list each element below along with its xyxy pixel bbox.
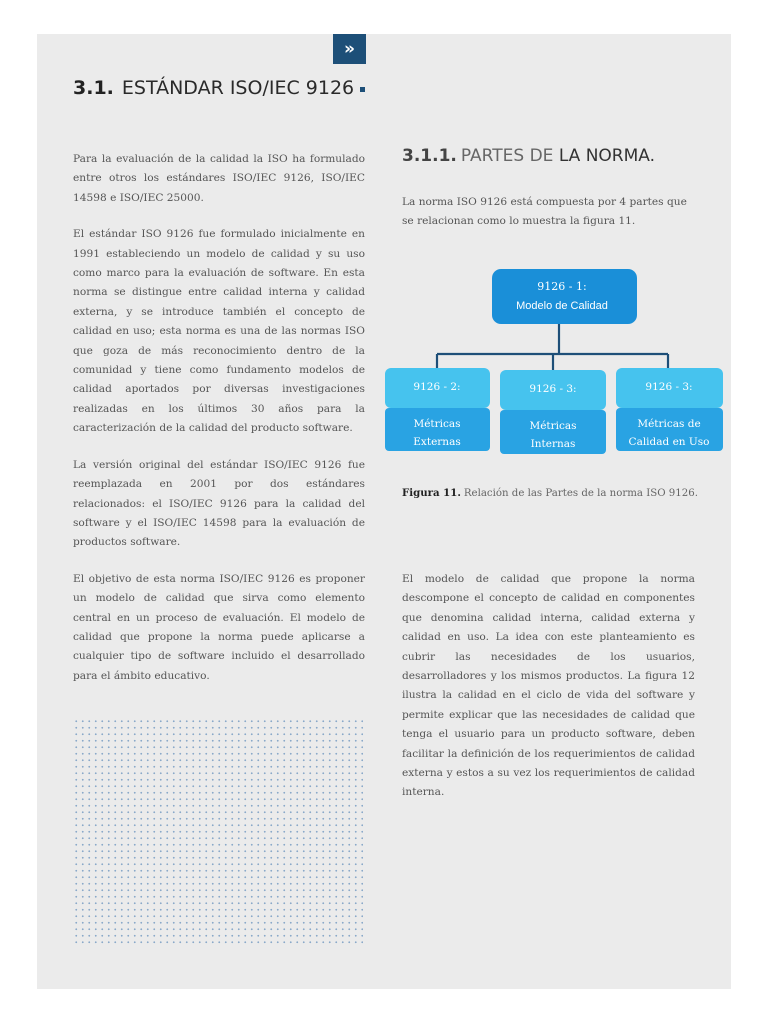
paragraph: Para la evaluación de la calidad la ISO ha formulado entre otros los estándares ISO/IEC 9126, ISO/IEC 14598 e ISO/IEC 25000. [73,153,365,204]
part-label: Calidad en Uso [628,436,710,448]
part-label: Internas [530,438,576,450]
left-column [73,150,365,703]
section-number: 3.1. [73,77,114,99]
subsection-number: 3.1.1. [402,146,457,166]
root-code: 9126 - 1: [537,280,587,293]
figure-caption [402,487,698,499]
intro-paragraph: La norma ISO 9126 está compuesta por 4 partes que se relacionan como lo muestra la figura 11. [402,196,687,228]
part-label: Métricas [413,418,461,430]
part-label: Métricas [529,420,577,432]
norm-parts-diagram [382,262,727,467]
figure-caption-text: Relación de las Partes de la norma ISO 9126. [463,488,698,499]
root-label: Modelo de Calidad [516,300,608,312]
subsection-title-part: LA NORMA. [558,146,656,166]
subsection-heading [402,146,655,166]
right-column [402,570,695,803]
section-title: ESTÁNDAR ISO/IEC 9126 [121,77,355,99]
figure-label: Figura 11. [402,487,461,499]
section-heading [73,77,365,99]
part-label: Métricas de [637,418,701,430]
subsection-title-part: PARTES DE [460,146,559,166]
part-code: 9126 - 3: [529,383,577,395]
part-box-9126-2 [385,368,490,451]
page [37,34,731,989]
dot-pattern-decoration [73,718,363,946]
part-code: 9126 - 3: [645,381,693,393]
square-bullet-icon [360,87,365,92]
root-box [492,269,637,324]
part-box-9126-3-uso [616,368,723,451]
part-label: Externas [413,436,461,448]
paragraph: El objetivo de esta norma ISO/IEC 9126 es proponer un modelo de calidad que sirva como elemento central en un proceso de evaluación. El modelo de calidad que propone la norma puede aplicarse a cualquier tipo de software incluido el desarrollado para el ámbito educativo. [73,572,365,682]
part-box-9126-3-internas [500,370,606,454]
paragraph: La versión original del estándar ISO/IEC 9126 fue reemplazada en 2001 por dos estándares relacionados: el ISO/IEC 9126 para la calidad del software y el ISO/IEC 14598 para la evaluación de productos software. [73,458,365,549]
part-code: 9126 - 2: [413,381,461,393]
paragraph: El estándar ISO 9126 fue formulado inicialmente en 1991 estableciendo un modelo de calidad y su uso como marco para la evaluación de software. En esta norma se distingue entre calidad interna y calidad externa, y se introduce también el concepto de calidad en uso; esta norma es una de las normas ISO que goza de más reconocimiento dentro de la comunidad y tiene como fundamento modelos de calidad aportados por diversas investigaciones realizadas en los últimos 30 años para la caracterización de la calidad del producto software. [73,228,365,435]
chevron-double-right-icon: » [333,34,366,64]
paragraph: El modelo de calidad que propone la norma descompone el concepto de calidad en componentes que denomina calidad interna, calidad externa y calidad en uso. La idea con este planteamiento es cubrir las necesidades de los usuarios, desarrolladores y los mismos productos. La figura 12 ilustra la calidad en el ciclo de vida del software y permite explicar que las necesidades de calidad que tenga el usuario para un producto software, deben facilitar la definición de los requerimientos de calidad externa y estos a su vez los requerimientos de calidad interna. [402,573,695,799]
